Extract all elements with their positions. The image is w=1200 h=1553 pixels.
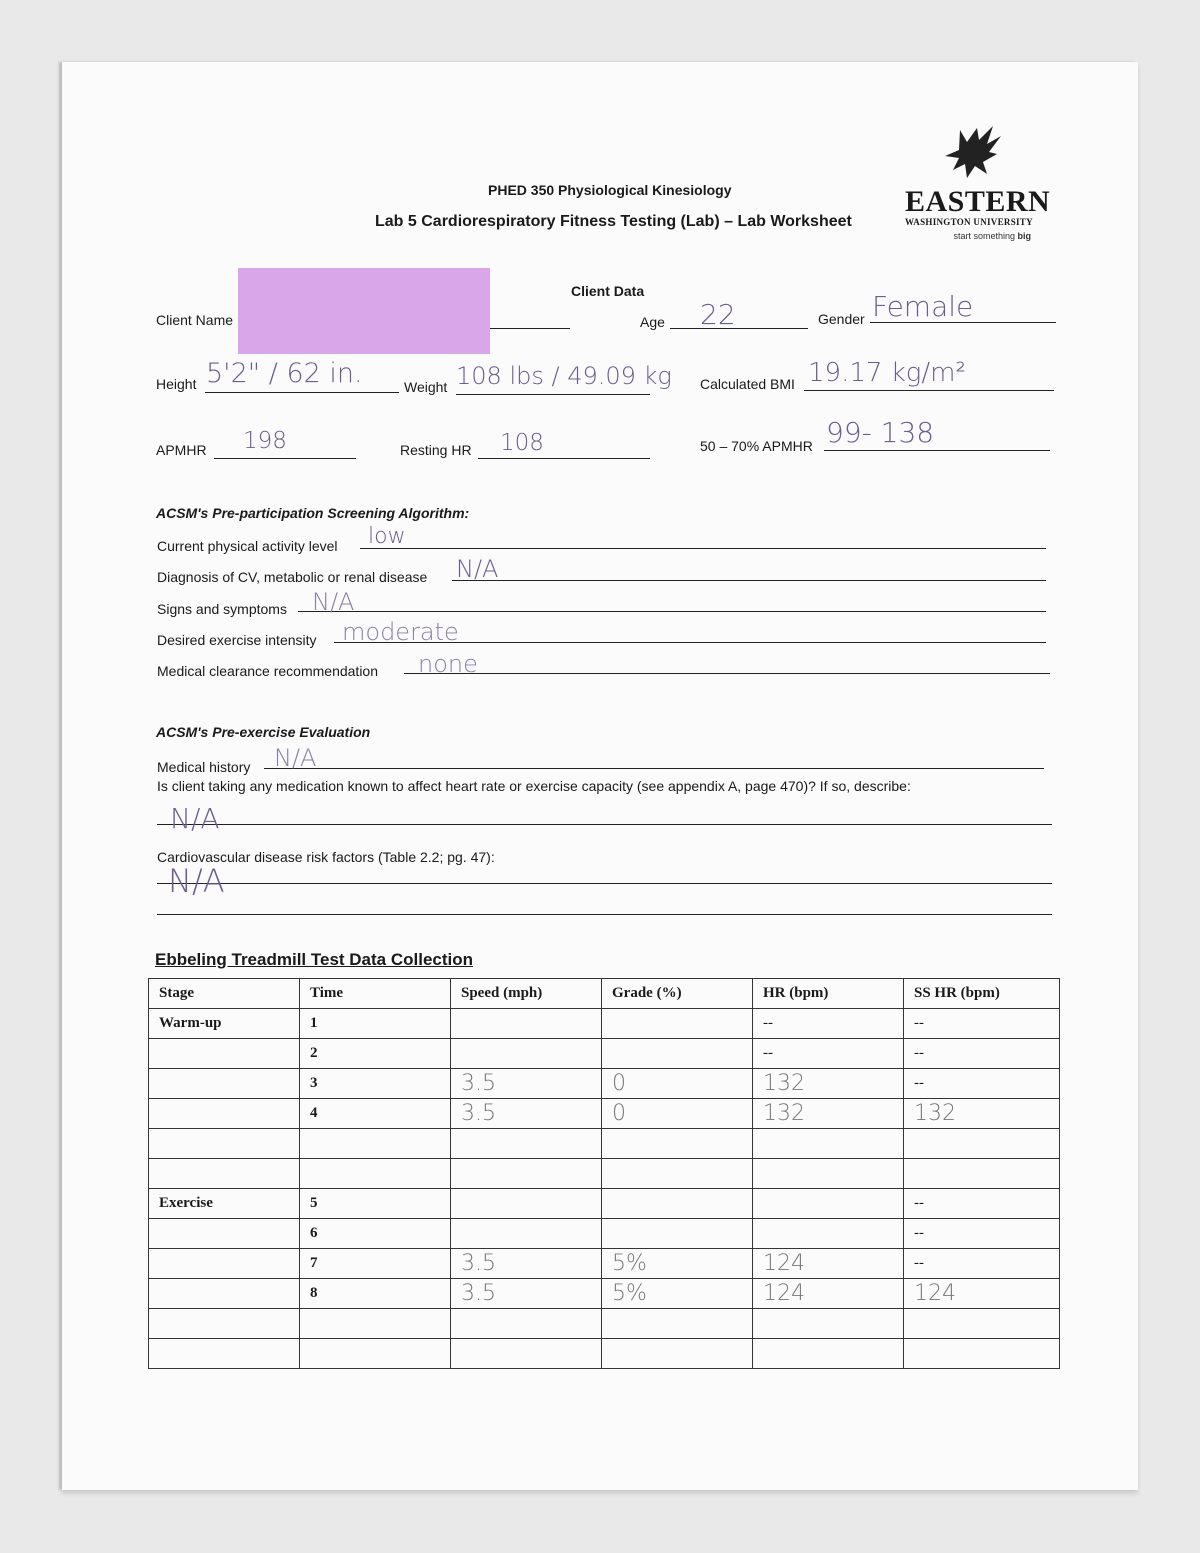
screening-value: none — [418, 650, 478, 678]
table-row — [149, 1249, 1060, 1279]
screening-label: Signs and symptoms — [157, 601, 287, 617]
medical-history-line — [264, 768, 1044, 769]
cell-stage — [149, 1219, 300, 1249]
cell-sshr — [904, 1339, 1060, 1369]
cell-sshr — [904, 1159, 1060, 1189]
redaction-box — [238, 268, 490, 354]
cell-sshr: 132 — [904, 1099, 1060, 1129]
height-value: 5'2" / 62 in. — [206, 358, 363, 389]
medication-value: N/A — [170, 802, 220, 835]
cell-stage — [149, 1309, 300, 1339]
cell-time: 8 — [300, 1279, 451, 1309]
cell-speed: 3.5 — [451, 1069, 602, 1099]
evaluation-heading: ACSM's Pre-exercise Evaluation — [156, 724, 371, 740]
table-row — [149, 1069, 1060, 1099]
resting-hr-value: 108 — [500, 430, 544, 456]
table-row — [149, 1279, 1060, 1309]
apmhr-line — [214, 458, 356, 459]
cell-speed: 3.5 — [451, 1249, 602, 1279]
cell-time: 5 — [300, 1189, 451, 1219]
cell-hr — [753, 1129, 904, 1159]
cell-sshr: -- — [904, 1069, 1060, 1099]
client-data-heading: Client Data — [571, 283, 645, 299]
risk-factors-line-2 — [157, 914, 1052, 915]
cell-hr: -- — [753, 1039, 904, 1069]
resting-hr-label: Resting HR — [400, 442, 472, 458]
range-label: 50 – 70% APMHR — [700, 438, 813, 454]
cell-grade: 0 — [602, 1069, 753, 1099]
screening-value: low — [368, 524, 406, 549]
treadmill-table — [148, 978, 1060, 1369]
header-time: Time — [300, 979, 451, 1009]
cell-time — [300, 1309, 451, 1339]
cell-stage — [149, 1249, 300, 1279]
table-row — [149, 1039, 1060, 1069]
header-hr: HR (bpm) — [753, 979, 904, 1009]
cell-speed — [451, 1039, 602, 1069]
screening-label: Medical clearance recommendation — [157, 663, 378, 679]
cell-hr — [753, 1189, 904, 1219]
cell-stage — [149, 1339, 300, 1369]
eagle-icon — [905, 122, 1035, 182]
cell-speed — [451, 1159, 602, 1189]
cell-grade — [602, 1129, 753, 1159]
cell-stage: Exercise — [149, 1189, 300, 1219]
screening-line — [404, 673, 1050, 674]
table-row — [149, 1159, 1060, 1189]
apmhr-value: 198 — [243, 428, 287, 454]
gender-value: Female — [872, 290, 974, 323]
cell-stage — [149, 1039, 300, 1069]
table-row — [149, 1309, 1060, 1339]
age-line — [670, 328, 808, 329]
cell-time: 7 — [300, 1249, 451, 1279]
range-line — [824, 450, 1050, 451]
screening-value: N/A — [312, 588, 355, 616]
cell-hr — [753, 1159, 904, 1189]
age-value: 22 — [700, 298, 736, 331]
risk-factors-line — [157, 883, 1052, 884]
range-value: 99- 138 — [826, 416, 935, 449]
cell-hr: 132 — [753, 1099, 904, 1129]
risk-factors-label: Cardiovascular disease risk factors (Table 2.2; pg. 47): — [157, 849, 495, 865]
cell-sshr: -- — [904, 1009, 1060, 1039]
cell-hr: 132 — [753, 1069, 904, 1099]
logo-tagline: start something big — [953, 231, 1031, 241]
cell-grade — [602, 1309, 753, 1339]
table-header-row — [149, 979, 1060, 1009]
cell-grade: 5% — [602, 1249, 753, 1279]
screening-label: Diagnosis of CV, metabolic or renal disease — [157, 569, 428, 585]
height-label: Height — [156, 376, 197, 392]
table-row — [149, 1219, 1060, 1249]
table-row — [149, 1129, 1060, 1159]
logo-sub: WASHINGTON UNIVERSITY — [905, 217, 1033, 227]
resting-hr-line — [478, 458, 650, 459]
university-logo — [905, 122, 1051, 241]
cell-stage — [149, 1069, 300, 1099]
bmi-value: 19.17 kg/m² — [808, 358, 966, 388]
risk-factors-value: N/A — [168, 862, 225, 900]
course-title: PHED 350 Physiological Kinesiology — [488, 182, 732, 198]
cell-hr — [753, 1339, 904, 1369]
bmi-label: Calculated BMI — [700, 376, 795, 392]
cell-hr: -- — [753, 1009, 904, 1039]
header-speed: Speed (mph) — [451, 979, 602, 1009]
cell-time — [300, 1159, 451, 1189]
cell-time: 3 — [300, 1069, 451, 1099]
weight-line — [456, 394, 650, 395]
cell-time: 6 — [300, 1219, 451, 1249]
weight-label: Weight — [404, 379, 448, 395]
cell-speed — [451, 1339, 602, 1369]
cell-grade: 5% — [602, 1279, 753, 1309]
cell-hr — [753, 1309, 904, 1339]
cell-stage — [149, 1129, 300, 1159]
cell-stage: Warm-up — [149, 1009, 300, 1039]
cell-hr: 124 — [753, 1249, 904, 1279]
apmhr-label: APMHR — [156, 442, 207, 458]
cell-sshr — [904, 1129, 1060, 1159]
cell-speed: 3.5 — [451, 1279, 602, 1309]
cell-hr: 124 — [753, 1279, 904, 1309]
cell-grade — [602, 1219, 753, 1249]
table-row — [149, 1189, 1060, 1219]
medication-question: Is client taking any medication known to affect heart rate or exercise capacity (see appendix A, page 470)? If so, describe: — [157, 778, 911, 794]
table-row — [149, 1099, 1060, 1129]
cell-time: 4 — [300, 1099, 451, 1129]
screening-value: moderate — [342, 618, 459, 646]
cell-grade — [602, 1159, 753, 1189]
screening-line — [452, 580, 1046, 581]
cell-stage — [149, 1159, 300, 1189]
cell-sshr: -- — [904, 1249, 1060, 1279]
medical-history-label: Medical history — [157, 759, 251, 775]
screening-heading: ACSM's Pre-participation Screening Algorithm: — [156, 505, 470, 521]
cell-sshr: -- — [904, 1039, 1060, 1069]
bmi-line — [804, 390, 1054, 391]
header-grade: Grade (%) — [602, 979, 753, 1009]
cell-time: 2 — [300, 1039, 451, 1069]
cell-stage — [149, 1099, 300, 1129]
screening-line — [298, 611, 1046, 612]
screening-label: Current physical activity level — [157, 538, 338, 554]
cell-speed — [451, 1129, 602, 1159]
cell-time: 1 — [300, 1009, 451, 1039]
treadmill-heading: Ebbeling Treadmill Test Data Collection — [155, 950, 474, 969]
lab-title: Lab 5 Cardiorespiratory Fitness Testing (Lab) – Lab Worksheet — [375, 213, 852, 230]
cell-grade — [602, 1339, 753, 1369]
cell-speed: 3.5 — [451, 1099, 602, 1129]
cell-grade — [602, 1039, 753, 1069]
cell-speed — [451, 1009, 602, 1039]
cell-hr — [753, 1219, 904, 1249]
header-sshr: SS HR (bpm) — [904, 979, 1060, 1009]
cell-time — [300, 1129, 451, 1159]
cell-grade: 0 — [602, 1099, 753, 1129]
cell-sshr: 124 — [904, 1279, 1060, 1309]
cell-time — [300, 1339, 451, 1369]
gender-label: Gender — [818, 311, 865, 327]
age-label: Age — [640, 314, 665, 330]
cell-speed — [451, 1219, 602, 1249]
screening-value: N/A — [456, 555, 499, 583]
table-row — [149, 1009, 1060, 1039]
header-stage: Stage — [149, 979, 300, 1009]
client-name-label: Client Name — [156, 312, 234, 328]
cell-speed — [451, 1189, 602, 1219]
weight-value: 108 lbs / 49.09 kg — [456, 362, 672, 390]
cell-sshr: -- — [904, 1219, 1060, 1249]
table-row — [149, 1339, 1060, 1369]
cell-grade — [602, 1009, 753, 1039]
cell-sshr: -- — [904, 1189, 1060, 1219]
screening-line — [360, 548, 1046, 549]
cell-stage — [149, 1279, 300, 1309]
logo-name: EASTERN — [905, 185, 1051, 218]
medication-line — [157, 824, 1052, 825]
cell-speed — [451, 1309, 602, 1339]
medical-history-value: N/A — [274, 744, 317, 772]
cell-sshr — [904, 1309, 1060, 1339]
height-line — [205, 392, 399, 393]
screening-label: Desired exercise intensity — [157, 632, 317, 648]
cell-grade — [602, 1189, 753, 1219]
